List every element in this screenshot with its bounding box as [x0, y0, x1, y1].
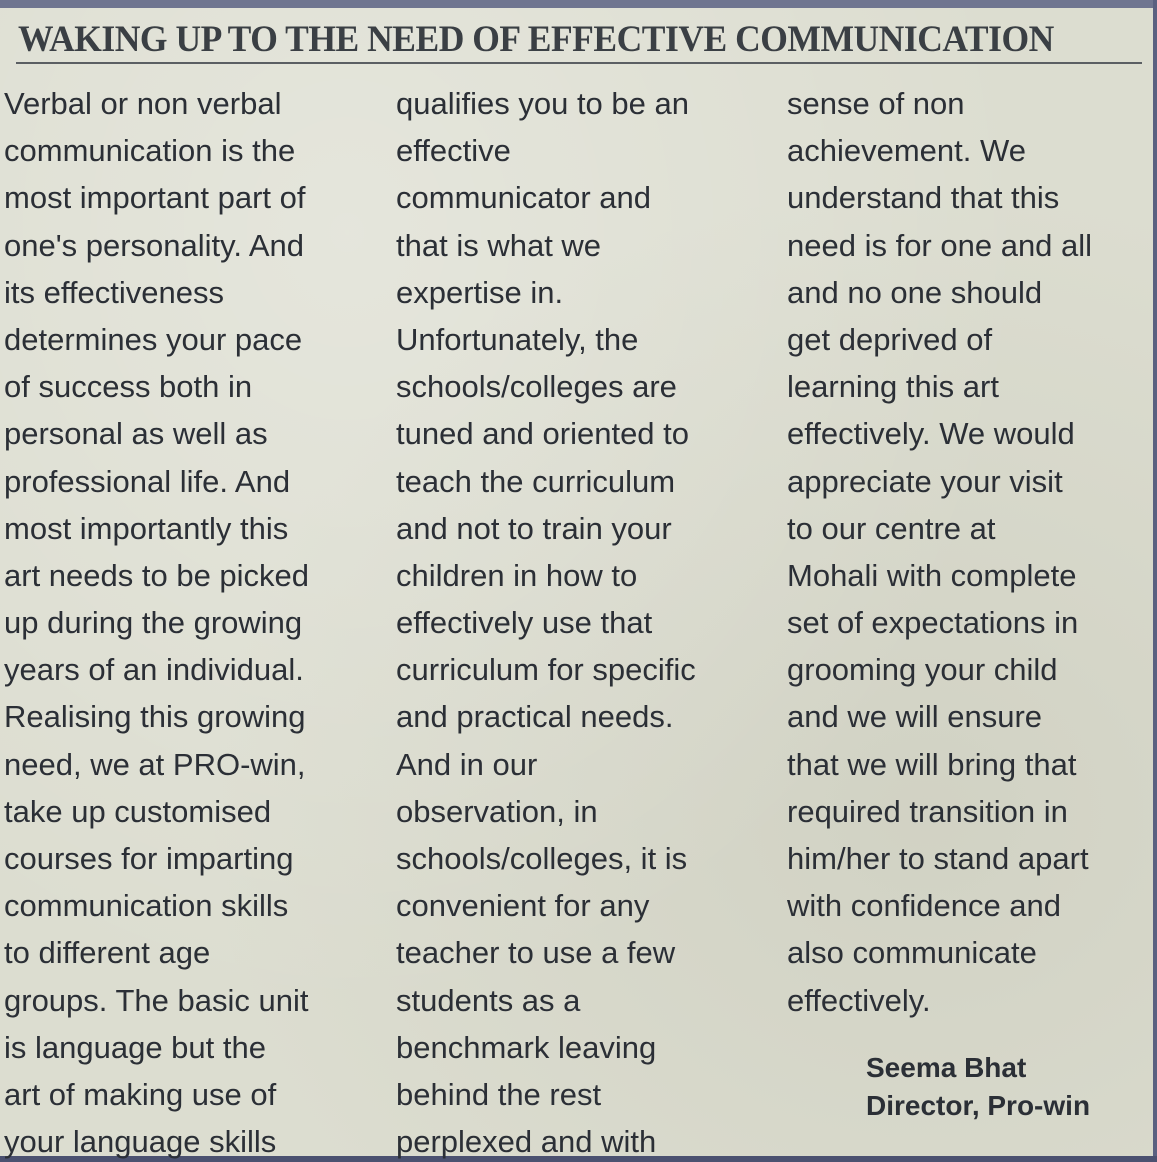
- article-text-line: get deprived of: [787, 321, 993, 357]
- article-text-line: understand that this: [787, 180, 1060, 216]
- article-text-line: schools/colleges, it is: [396, 841, 688, 876]
- article-text-line: students as a: [396, 982, 581, 1018]
- article-text-line: Verbal or non verbal: [4, 86, 282, 121]
- article-text-line: communication is the: [4, 133, 296, 169]
- article-text-line: personal as well as: [4, 416, 268, 452]
- article-text-line: achievement. We: [787, 133, 1026, 169]
- article-text-line: up during the growing: [4, 605, 303, 641]
- headline-rule: [16, 62, 1142, 64]
- article-text-line: and practical needs.: [396, 699, 674, 735]
- article-text-line: expertise in.: [396, 274, 564, 310]
- article-text-line: children in how to: [396, 557, 638, 593]
- article-text-line: and no one should: [787, 274, 1043, 310]
- article-text-line: your language skills: [4, 1124, 277, 1160]
- article-text-line: set of expectations in: [787, 605, 1079, 641]
- article-text-line: and not to train your: [396, 510, 672, 546]
- signature-block: [866, 1049, 1090, 1125]
- article-text-line: effectively. We would: [787, 416, 1075, 452]
- article-text-line: art of making use of: [4, 1076, 277, 1112]
- article-text-line: perplexed and with: [396, 1124, 657, 1160]
- article-text-line: one's personality. And: [4, 227, 305, 263]
- article-text-line: courses for imparting: [4, 841, 294, 876]
- article-text-line: most importantly this: [4, 510, 289, 546]
- article-text-line: observation, in: [396, 793, 598, 829]
- article-text-line: need, we at PRO-win,: [4, 746, 306, 782]
- article-text-line: And in our: [396, 746, 538, 782]
- signature-name: Seema Bhat: [866, 1052, 1027, 1083]
- article-text-line: also communicate: [787, 935, 1037, 971]
- article-headline: WAKING UP TO THE NEED OF EFFECTIVE COMMUNICATION: [18, 19, 1054, 60]
- article-text-line: curriculum for specific: [396, 652, 696, 688]
- article-text-line: communication skills: [4, 888, 289, 924]
- article-text-line: required transition in: [787, 793, 1068, 829]
- article-text-line: with confidence and: [787, 888, 1062, 924]
- article-text-line: to our centre at: [787, 510, 996, 546]
- article-text-line: tuned and oriented to: [396, 416, 690, 452]
- article-text-line: effectively use that: [396, 605, 653, 641]
- article-text-line: of success both in: [4, 369, 253, 405]
- article-text-line: most important part of: [4, 180, 306, 216]
- article-text-line: grooming your child: [787, 652, 1058, 688]
- article-text-line: him/her to stand apart: [787, 841, 1089, 876]
- article-text-line: Realising this growing: [4, 699, 306, 735]
- article-text-line: art needs to be picked: [4, 557, 310, 593]
- article-text-line: communicator and: [396, 180, 652, 216]
- article-text-line: that we will bring that: [787, 746, 1077, 782]
- article-text-line: to different age: [4, 935, 211, 971]
- article-text-line: Mohali with complete: [787, 557, 1077, 593]
- article-text-line: is language but the: [4, 1029, 266, 1065]
- article-text-line: effectively.: [787, 982, 931, 1018]
- article-text-line: teach the curriculum: [396, 463, 676, 499]
- article-text-line: schools/colleges are: [396, 369, 677, 405]
- article-text-line: convenient for any: [396, 888, 650, 924]
- article-text-line: Unfortunately, the: [396, 321, 639, 357]
- article-text-line: qualifies you to be an: [396, 86, 689, 121]
- article-text-line: sense of non: [787, 86, 965, 121]
- article-column-3: [787, 80, 1092, 1024]
- article-text-line: professional life. And: [4, 463, 291, 499]
- article-text-line: years of an individual.: [4, 652, 304, 688]
- article-text-line: its effectiveness: [4, 274, 224, 310]
- article-column-1: [4, 80, 309, 1162]
- scan-edge-right: [1153, 0, 1157, 1162]
- scan-edge-top: [0, 0, 1157, 8]
- article-text-line: teacher to use a few: [396, 935, 676, 971]
- article-column-2: [396, 80, 696, 1162]
- article-text-line: need is for one and all: [787, 227, 1093, 263]
- article-text-line: and we will ensure: [787, 699, 1043, 735]
- signature-title: Director, Pro-win: [866, 1090, 1091, 1121]
- article-text-line: take up customised: [4, 793, 272, 829]
- article-text-line: benchmark leaving: [396, 1029, 657, 1065]
- article-text-line: behind the rest: [396, 1076, 602, 1112]
- article-text-line: groups. The basic unit: [4, 982, 309, 1018]
- article-text-line: appreciate your visit: [787, 463, 1063, 499]
- article-text-line: learning this art: [787, 369, 999, 405]
- article-text-line: that is what we: [396, 227, 602, 263]
- article-text-line: determines your pace: [4, 321, 303, 357]
- article-text-line: effective: [396, 133, 511, 169]
